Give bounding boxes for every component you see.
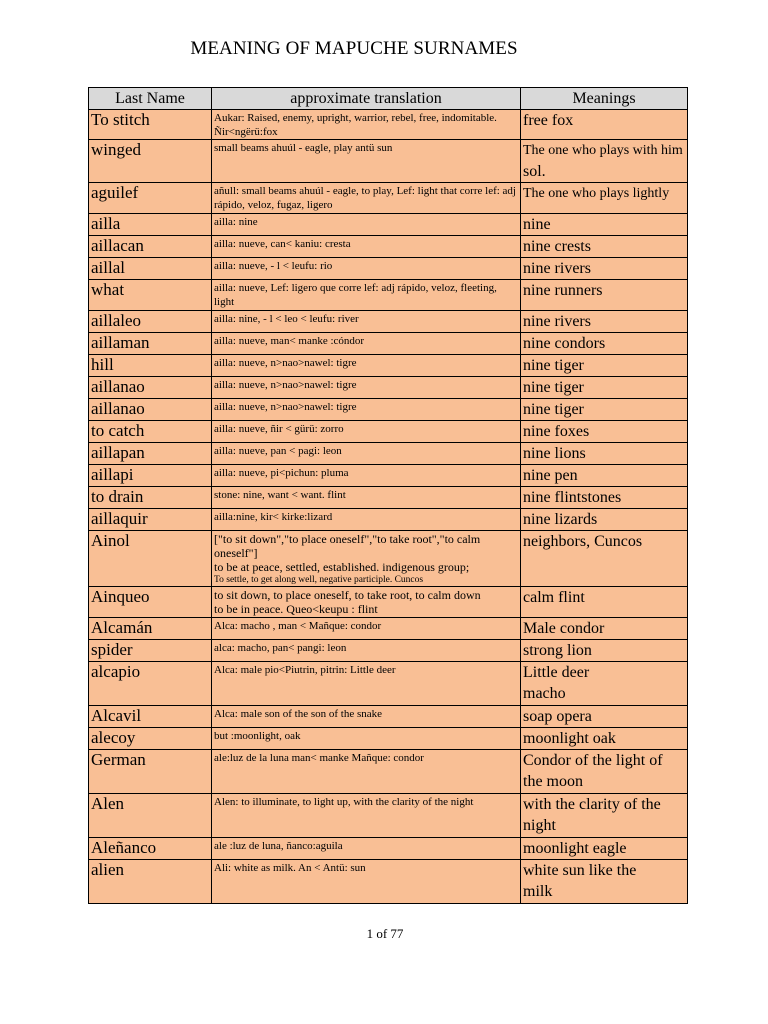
- table-row: [89, 487, 688, 509]
- meaning-line: nine condors: [523, 335, 606, 352]
- meaning-cell: [521, 465, 688, 487]
- translation-line: ailla: nine, - l < leo < leufu: river: [214, 313, 359, 325]
- translation-cell: [212, 280, 521, 311]
- meaning-cell: [521, 662, 688, 706]
- meaning-line: The one who plays with him: [523, 143, 683, 158]
- surname-cell: aillaman: [89, 333, 212, 355]
- translation-cell: [212, 509, 521, 531]
- meaning-line: Little deer: [523, 664, 590, 681]
- translation-line: ailla: nueve, - l < leufu: rio: [214, 260, 333, 272]
- translation-line: Aukar: Raised, enemy, upright, warrior, rebel, free, indomitable. Ñir<ngërü:fox: [214, 112, 497, 138]
- page-number: 1 of 77: [366, 926, 404, 941]
- meaning-line: sol.: [523, 163, 546, 180]
- meaning-cell: [521, 443, 688, 465]
- table-row: [89, 355, 688, 377]
- meaning-line: nine runners: [523, 282, 603, 299]
- translation-line: ailla: nueve, n>nao>nawel: tigre: [214, 357, 357, 369]
- meaning-line: neighbors, Cuncos: [523, 533, 643, 550]
- table-row: [89, 333, 688, 355]
- surname-cell: aillapi: [89, 465, 212, 487]
- meaning-line: soap opera: [523, 708, 592, 725]
- meaning-line: nine: [523, 216, 551, 233]
- table-row: [89, 587, 688, 618]
- meaning-line: milk: [523, 883, 553, 900]
- table-row: [89, 236, 688, 258]
- meaning-line: nine rivers: [523, 260, 591, 277]
- table-header-row: [89, 88, 688, 110]
- translation-line: ailla: nueve, pi<pichun: pluma: [214, 467, 349, 479]
- meaning-line: nine tiger: [523, 401, 584, 418]
- meaning-line: moonlight eagle: [523, 840, 627, 857]
- meaning-cell: [521, 355, 688, 377]
- surname-cell: Alcamán: [89, 618, 212, 640]
- table-row: [89, 421, 688, 443]
- translation-cell: [212, 236, 521, 258]
- translation-line: Ali: white as milk. An < Antü: sun: [214, 862, 366, 874]
- meaning-line: nine foxes: [523, 423, 590, 440]
- translation-cell: [212, 728, 521, 750]
- translation-line: añull: small beams ahuúl - eagle, to play, Lef: light that corre lef: adj rápido, veloz, fugaz, ligero: [214, 185, 516, 211]
- translation-cell: [212, 465, 521, 487]
- surname-cell: alecoy: [89, 728, 212, 750]
- meaning-cell: [521, 110, 688, 140]
- translation-line: ["to sit down","to place oneself","to take root","to calm oneself"]: [214, 532, 481, 560]
- meaning-cell: [521, 183, 688, 214]
- translation-line: ailla: nueve, n>nao>nawel: tigre: [214, 401, 357, 413]
- table-row: [89, 377, 688, 399]
- column-header-meanings: Meanings: [521, 88, 688, 110]
- table-row: [89, 618, 688, 640]
- translation-line: Alca: macho , man < Mañque: condor: [214, 620, 382, 632]
- table-row: [89, 531, 688, 587]
- translation-line: ailla:nine, kir< kirke:lizard: [214, 511, 333, 523]
- column-header-last-name: Last Name: [89, 88, 212, 110]
- meaning-cell: [521, 640, 688, 662]
- translation-line: small beams ahuúl - eagle, play antü sun: [214, 142, 393, 154]
- translation-cell: [212, 794, 521, 838]
- meaning-line: with the clarity of the: [523, 796, 661, 813]
- translation-line: Alca: male son of the son of the snake: [214, 708, 383, 720]
- translation-cell: [212, 618, 521, 640]
- meaning-line: nine lizards: [523, 511, 598, 528]
- table-row: [89, 311, 688, 333]
- meaning-line: nine lions: [523, 445, 586, 462]
- surname-cell: Alen: [89, 794, 212, 838]
- translation-cell: [212, 311, 521, 333]
- surname-cell: Ainqueo: [89, 587, 212, 618]
- meaning-cell: [521, 860, 688, 904]
- meaning-line: nine tiger: [523, 379, 584, 396]
- table-row: [89, 794, 688, 838]
- surname-cell: aguilef: [89, 183, 212, 214]
- translation-line: Alen: to illuminate, to light up, with the clarity of the night: [214, 796, 474, 808]
- meaning-line: night: [523, 817, 556, 834]
- surname-cell: aillaquir: [89, 509, 212, 531]
- meaning-cell: [521, 140, 688, 183]
- meaning-cell: [521, 377, 688, 399]
- translation-line: to sit down, to place oneself, to take root, to calm down: [214, 588, 481, 602]
- meaning-cell: [521, 399, 688, 421]
- table-row: [89, 662, 688, 706]
- surname-cell: Alcavil: [89, 706, 212, 728]
- meaning-line: free fox: [523, 112, 574, 129]
- table-row: [89, 110, 688, 140]
- surname-cell: spider: [89, 640, 212, 662]
- translation-line: ailla: nueve, pan < pagi: leon: [214, 445, 342, 457]
- meaning-line: macho: [523, 685, 566, 702]
- meaning-cell: [521, 618, 688, 640]
- meaning-line: nine rivers: [523, 313, 591, 330]
- meaning-line: nine pen: [523, 467, 578, 484]
- surname-cell: Aleñanco: [89, 838, 212, 860]
- meaning-line: nine crests: [523, 238, 591, 255]
- table-row: [89, 728, 688, 750]
- meaning-cell: [521, 214, 688, 236]
- table-row: [89, 183, 688, 214]
- meaning-cell: [521, 236, 688, 258]
- translation-cell: [212, 662, 521, 706]
- surname-cell: aillacan: [89, 236, 212, 258]
- meaning-cell: [521, 421, 688, 443]
- translation-line: To settle, to get along well, negative participle. Cuncos: [214, 575, 424, 585]
- surname-cell: to catch: [89, 421, 212, 443]
- table-row: [89, 706, 688, 728]
- surname-cell: hill: [89, 355, 212, 377]
- translation-cell: [212, 258, 521, 280]
- table-row: [89, 399, 688, 421]
- table-body: [89, 110, 688, 904]
- translation-line: to be in peace. Queo<keupu : flint: [214, 602, 378, 616]
- translation-cell: [212, 214, 521, 236]
- table-row: [89, 140, 688, 183]
- translation-line: ailla: nueve, ñir < gürü: zorro: [214, 423, 344, 435]
- translation-line: ailla: nueve, can< kaniu: cresta: [214, 238, 351, 250]
- translation-cell: [212, 640, 521, 662]
- translation-line: ailla: nueve, Lef: ligero que corre lef: adj rápido, veloz, fleeting, light: [214, 282, 497, 308]
- meaning-cell: [521, 509, 688, 531]
- translation-line: ailla: nueve, man< manke :cóndor: [214, 335, 365, 347]
- translation-cell: [212, 860, 521, 904]
- column-header-translation: approximate translation: [212, 88, 521, 110]
- translation-line: ale:luz de la luna man< manke Mañque: condor: [214, 752, 424, 764]
- translation-cell: [212, 110, 521, 140]
- translation-cell: [212, 443, 521, 465]
- document-title: MEANING OF MAPUCHE SURNAMES: [190, 38, 518, 59]
- meaning-cell: [521, 531, 688, 587]
- meaning-line: white sun like the: [523, 862, 637, 879]
- translation-line: stone: nine, want < want. flint: [214, 489, 346, 501]
- meaning-line: Male condor: [523, 620, 605, 637]
- translation-cell: [212, 421, 521, 443]
- surname-cell: aillaleo: [89, 311, 212, 333]
- table-row: [89, 860, 688, 904]
- meaning-cell: [521, 258, 688, 280]
- table-row: [89, 465, 688, 487]
- meaning-cell: [521, 706, 688, 728]
- meaning-cell: [521, 587, 688, 618]
- surname-cell: aillal: [89, 258, 212, 280]
- translation-line: to be at peace, settled, established. indigenous group;: [214, 560, 470, 574]
- translation-cell: [212, 587, 521, 618]
- surname-cell: alien: [89, 860, 212, 904]
- translation-cell: [212, 487, 521, 509]
- meaning-cell: [521, 280, 688, 311]
- table-row: [89, 443, 688, 465]
- meaning-line: Condor of the light of: [523, 752, 663, 769]
- surname-cell: Ainol: [89, 531, 212, 587]
- translation-line: ailla: nueve, n>nao>nawel: tigre: [214, 379, 357, 391]
- surname-cell: what: [89, 280, 212, 311]
- meaning-line: the moon: [523, 773, 583, 790]
- translation-line: Alca: male pio<Piutrin, pitrin: Little deer: [214, 664, 396, 676]
- meaning-cell: [521, 794, 688, 838]
- surname-cell: ailla: [89, 214, 212, 236]
- table-row: [89, 214, 688, 236]
- table-row: [89, 509, 688, 531]
- meaning-line: calm flint: [523, 589, 585, 606]
- meaning-cell: [521, 333, 688, 355]
- meaning-line: The one who plays lightly: [523, 186, 670, 201]
- surname-cell: to drain: [89, 487, 212, 509]
- meaning-cell: [521, 487, 688, 509]
- translation-cell: [212, 706, 521, 728]
- table-row: [89, 838, 688, 860]
- surname-cell: winged: [89, 140, 212, 183]
- meaning-line: moonlight oak: [523, 730, 616, 747]
- translation-line: ale :luz de luna, ñanco:aguila: [214, 840, 343, 852]
- translation-cell: [212, 183, 521, 214]
- table-row: [89, 280, 688, 311]
- meaning-line: nine tiger: [523, 357, 584, 374]
- meaning-cell: [521, 750, 688, 794]
- meaning-cell: [521, 311, 688, 333]
- translation-line: alca: macho, pan< pangi: leon: [214, 642, 347, 654]
- translation-cell: [212, 399, 521, 421]
- meaning-cell: [521, 728, 688, 750]
- translation-line: ailla: nine: [214, 216, 258, 228]
- translation-cell: [212, 838, 521, 860]
- surname-cell: German: [89, 750, 212, 794]
- table-row: [89, 750, 688, 794]
- surname-cell: aillanao: [89, 399, 212, 421]
- meaning-cell: [521, 838, 688, 860]
- translation-cell: [212, 531, 521, 587]
- table-row: [89, 258, 688, 280]
- meaning-line: nine flintstones: [523, 489, 622, 506]
- translation-line: but :moonlight, oak: [214, 730, 301, 742]
- surname-cell: alcapio: [89, 662, 212, 706]
- surname-cell: aillanao: [89, 377, 212, 399]
- surnames-table: [88, 87, 688, 904]
- translation-cell: [212, 140, 521, 183]
- table-row: [89, 640, 688, 662]
- translation-cell: [212, 750, 521, 794]
- meaning-line: strong lion: [523, 642, 592, 659]
- translation-cell: [212, 377, 521, 399]
- surname-cell: To stitch: [89, 110, 212, 140]
- surname-cell: aillapan: [89, 443, 212, 465]
- translation-cell: [212, 333, 521, 355]
- translation-cell: [212, 355, 521, 377]
